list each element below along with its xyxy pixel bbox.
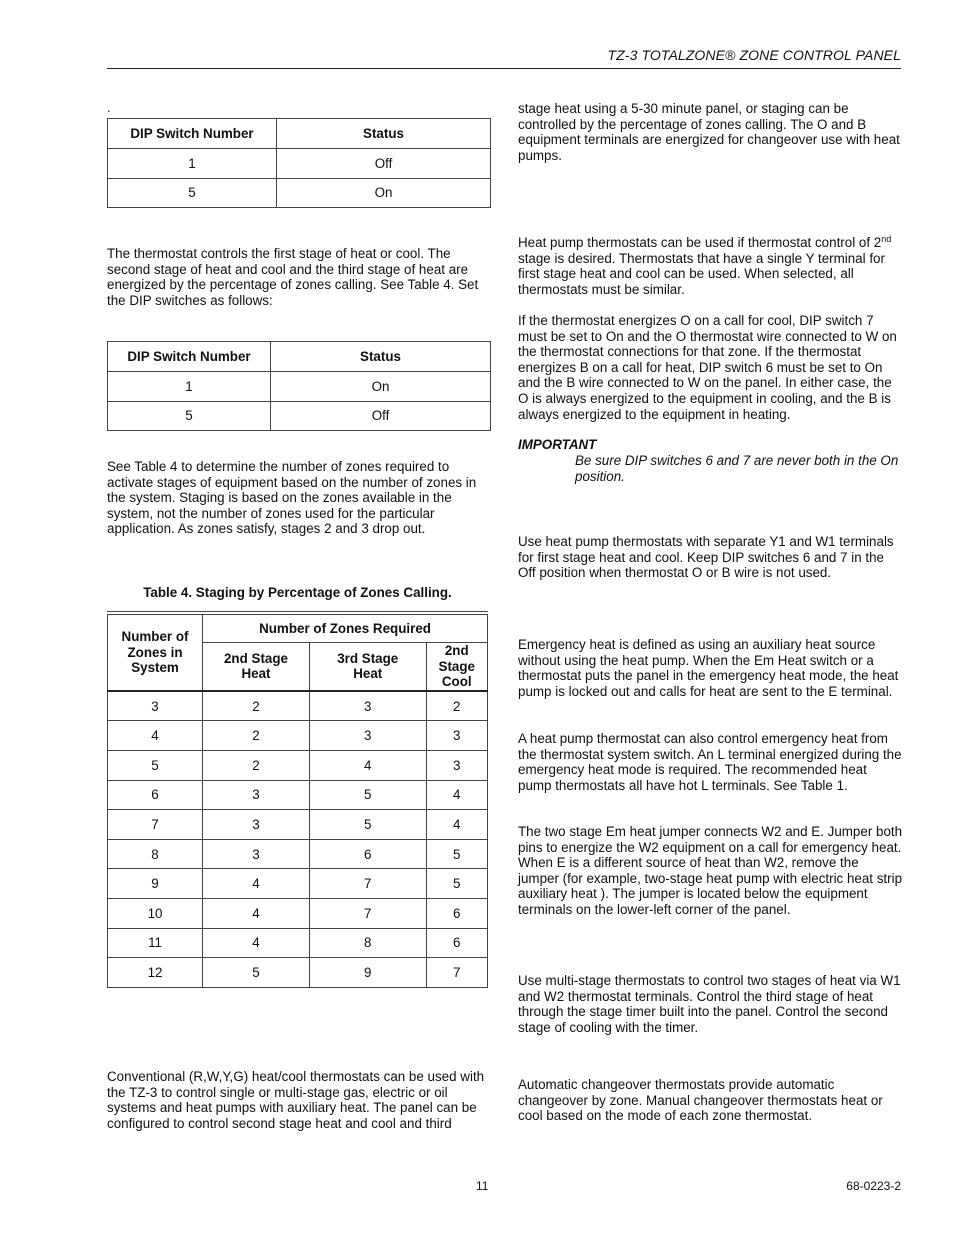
paragraph-y1-w1-terminals: Use heat pump thermostats with separate Y1 and W1 terminals for first stage heat and cool. Keep DIP switches 6 and 7 in the Off position when thermostat O or B wire is not used.	[518, 534, 894, 581]
table-cell: 1	[108, 372, 271, 402]
table-cell: On	[277, 178, 491, 208]
paragraph-stage-heat-continued: stage heat using a 5-30 minute panel, or staging can be controlled by the percentage of zones calling. The O and B equipment terminals are energized for changeover use with heat pumps.	[518, 101, 900, 163]
page-number: 11	[476, 1179, 489, 1193]
table-row	[108, 898, 488, 928]
column-header: 2nd Stage Cool	[426, 643, 487, 691]
table-cell: 3	[426, 721, 487, 751]
text-span: Heat pump thermostats can be used if thermostat control of 2	[518, 235, 882, 250]
important-label: IMPORTANT	[518, 437, 597, 452]
group-header-zones-required: Number of Zones Required	[203, 615, 488, 643]
table-cell: 1	[108, 149, 277, 179]
table-cell: 9	[108, 869, 203, 899]
table-cell: 6	[426, 928, 487, 958]
table-cell: 3	[309, 691, 426, 721]
page-header-title: TZ-3 TOTALZONE® ZONE CONTROL PANEL	[607, 47, 901, 63]
table-cell: 3	[309, 721, 426, 751]
table-cell: 6	[426, 898, 487, 928]
table-cell: 7	[309, 898, 426, 928]
table-cell: 5	[309, 780, 426, 810]
table-cell: 7	[309, 869, 426, 899]
table-cell: 10	[108, 898, 203, 928]
table-cell: 2	[203, 721, 310, 751]
table-cell: 6	[309, 839, 426, 869]
table-cell: 5	[108, 750, 203, 780]
paragraph-changeover-thermostats: Automatic changeover thermostats provide automatic changeover by zone. Manual changeover thermostats heat or cool based on the mode of each zone thermostat.	[518, 1077, 883, 1124]
paragraph-emergency-heat-definition: Emergency heat is defined as using an auxiliary heat source without using the heat pump. When the Em Heat switch or a thermostat puts the panel in the emergency heat mode, the heat pump is locked out and calls for heat are sent to the E terminal.	[518, 637, 899, 699]
paragraph-o-b-wiring: If the thermostat energizes O on a call for cool, DIP switch 7 must be set to On and the O thermostat wire connected to W on the thermostat connections for that zone. If the thermostat energizes B on a call for heat, DIP switch 6 must be set to On and the B wire connected to W on the panel. In either case, the O is always energized to the equipment in cooling, and the B is always energized to the equipment in heating.	[518, 313, 897, 422]
table-cell: 11	[108, 928, 203, 958]
paragraph-heat-pump-thermostats	[518, 235, 903, 297]
table-row	[108, 401, 491, 431]
table-cell: 7	[426, 958, 487, 988]
table-cell: 4	[309, 750, 426, 780]
table-row	[108, 721, 488, 751]
table-row	[108, 691, 488, 721]
table-cell: 4	[203, 898, 310, 928]
table-cell: 5	[426, 869, 487, 899]
table-cell: 5	[108, 401, 271, 431]
table-row	[108, 869, 488, 899]
table-row	[108, 839, 488, 869]
table-cell: 3	[426, 750, 487, 780]
table-cell: 4	[203, 928, 310, 958]
table-cell: Off	[271, 401, 491, 431]
important-note: Be sure DIP switches 6 and 7 are never both in the On position.	[575, 453, 899, 484]
table-cell: 5	[203, 958, 310, 988]
row-header-zones-in-system: Number of Zones in System	[108, 615, 203, 691]
paragraph-conventional-thermostats: Conventional (R,W,Y,G) heat/cool thermostats can be used with the TZ-3 to control single or multi-stage gas, electric or oil systems and heat pumps with auxiliary heat. The panel can be configured to control second stage heat and cool and third	[107, 1069, 485, 1131]
table-cell: 4	[203, 869, 310, 899]
table-4-caption: Table 4. Staging by Percentage of Zones Calling.	[143, 585, 452, 600]
document-number: 68-0223-2	[846, 1179, 901, 1193]
stray-mark: .	[107, 100, 111, 115]
table-cell: 3	[203, 810, 310, 840]
column-header: 2nd Stage Heat	[203, 643, 310, 691]
table-row	[108, 372, 491, 402]
superscript: nd	[881, 234, 892, 244]
table-row	[108, 958, 488, 988]
table-cell: 4	[108, 721, 203, 751]
table-cell: 5	[108, 178, 277, 208]
paragraph-em-heat-jumper: The two stage Em heat jumper connects W2 and E. Jumper both pins to energize the W2 equipment on a call for emergency heat. When E is a different source of heat than W2, remove the jumper (for example, two-stage heat pump with electric heat strip auxiliary heat ). The jumper is located below the equipment terminals on the lower-left corner of the panel.	[518, 824, 903, 917]
column-header: Status	[277, 119, 491, 149]
table-cell: 4	[426, 810, 487, 840]
table-cell: 3	[108, 691, 203, 721]
column-header: 3rd Stage Heat	[309, 643, 426, 691]
paragraph-multi-stage-thermostats: Use multi-stage thermostats to control two stages of heat via W1 and W2 thermostat terminals. Control the third stage of heat through the stage timer built into the panel. Control the second stage of cooling with the timer.	[518, 973, 901, 1035]
table-row	[108, 928, 488, 958]
table-cell: 7	[108, 810, 203, 840]
table-cell: 2	[426, 691, 487, 721]
column-header: DIP Switch Number	[108, 119, 277, 149]
table-cell: 2	[203, 691, 310, 721]
table-cell: On	[271, 372, 491, 402]
table-cell: 4	[426, 780, 487, 810]
paragraph-zones-required: See Table 4 to determine the number of zones required to activate stages of equipment based on the number of zones in the system. Staging is based on the zones available in the system, not the number of zones used for the particular application. As zones satisfy, stages 2 and 3 drop out.	[107, 459, 477, 537]
dip-switch-table-1	[107, 118, 491, 208]
table-top-rule	[107, 611, 488, 612]
table-cell: 5	[309, 810, 426, 840]
table-cell: 9	[309, 958, 426, 988]
paragraph-emergency-heat-switch: A heat pump thermostat can also control emergency heat from the thermostat system switch. An L terminal energized during the emergency heat mode is required. The recommended heat pump thermostats all have hot L terminals. See Table 1.	[518, 731, 902, 793]
table-cell: 8	[309, 928, 426, 958]
table-row	[108, 750, 488, 780]
table-cell: 3	[203, 839, 310, 869]
table-cell: 3	[203, 780, 310, 810]
table-row	[108, 149, 491, 179]
table-row	[108, 178, 491, 208]
dip-switch-table-2	[107, 341, 491, 431]
column-header: DIP Switch Number	[108, 342, 271, 372]
column-header: Status	[271, 342, 491, 372]
table-cell: 12	[108, 958, 203, 988]
table-cell: 2	[203, 750, 310, 780]
header-divider	[107, 68, 901, 69]
table-row	[108, 780, 488, 810]
table-cell: 6	[108, 780, 203, 810]
staging-table	[107, 614, 488, 988]
text-span: stage is desired. Thermostats that have a single Y terminal for first stage heat and cool can be used. When selected, all thermostats must be similar.	[518, 250, 885, 297]
table-cell: 8	[108, 839, 203, 869]
table-cell: Off	[277, 149, 491, 179]
table-row	[108, 810, 488, 840]
paragraph-staging-intro: The thermostat controls the first stage of heat or cool. The second stage of heat and cool and the third stage of heat are energized by the percentage of zones calling. See Table 4. Set the DIP switches as follows:	[107, 246, 479, 308]
table-cell: 5	[426, 839, 487, 869]
